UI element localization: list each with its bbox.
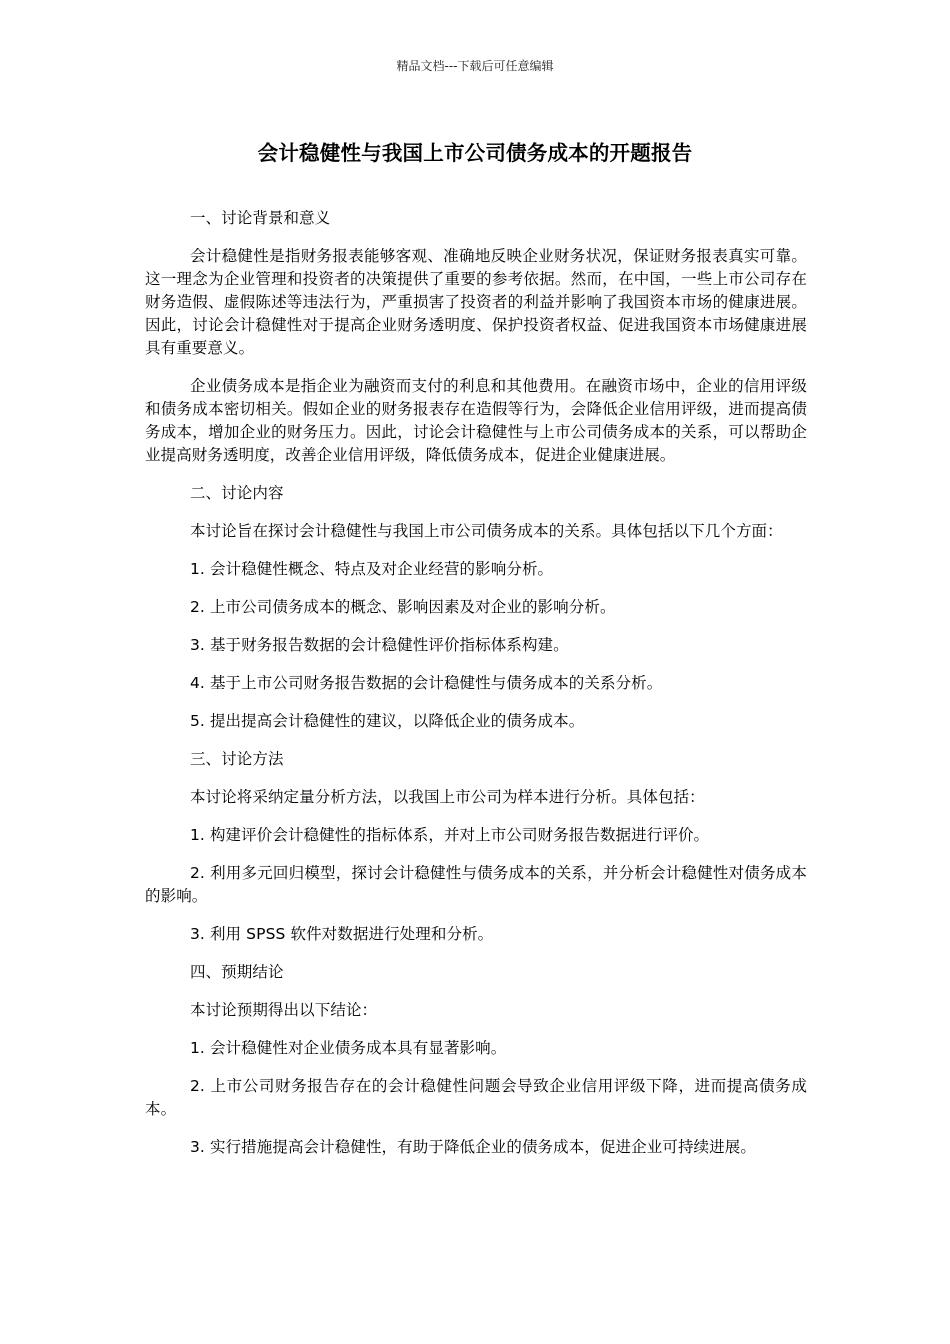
list-item: 1. 构建评价会计稳健性的指标体系，并对上市公司财务报告数据进行评价。 xyxy=(189,826,710,844)
page-header-watermark: 精品文档---下载后可任意编辑 xyxy=(396,59,554,73)
list-item: 3. 实行措施提高会计稳健性，有助于降低企业的债务成本，促进企业可持续进展。 xyxy=(189,1138,756,1156)
list-item: 3. 基于财务报告数据的会计稳健性评价指标体系构建。 xyxy=(189,636,569,654)
paragraph: 会计稳健性是指财务报表能够客观、准确地反映企业财务状况，保证财务报表真实可靠。这一理念为企业管理和投资者的决策提供了重要的参考依据。然而，在中国，一些上市公司存在财务造假、虚假陈述等违法行为，严重损害了投资者的利益并影响了我国资本市场的健康进展。因此，讨论会计稳健性对于提高企业财务透明度、保护投资者权益、促进我国资本市场健康进展具有重要意义。 xyxy=(145,247,807,357)
list-item: 3. 利用 SPSS 软件对数据进行处理和分析。 xyxy=(189,925,494,943)
paragraph: 企业债务成本是指企业为融资而支付的利息和其他费用。在融资市场中，企业的信用评级和债务成本密切相关。假如企业的财务报表存在造假等行为，会降低企业信用评级，进而提高债务成本，增加企业的财务压力。因此，讨论会计稳健性与上市公司债务成本的关系，可以帮助企业提高财务透明度，改善企业信用评级，降低债务成本，促进企业健康进展。 xyxy=(145,377,807,464)
list-item: 2. 利用多元回归模型，探讨会计稳健性与债务成本的关系，并分析会计稳健性对债务成本的影响。 xyxy=(145,864,807,905)
paragraph: 本讨论预期得出以下结论： xyxy=(189,1001,378,1019)
section-heading-method: 三、讨论方法 xyxy=(189,750,284,768)
list-item: 5. 提出提高会计稳健性的建议，以降低企业的债务成本。 xyxy=(189,712,585,730)
document-title: 会计稳健性与我国上市公司债务成本的开题报告 xyxy=(257,141,693,165)
list-item: 1. 会计稳健性概念、特点及对企业经营的影响分析。 xyxy=(189,560,554,578)
list-item: 1. 会计稳健性对企业债务成本具有显著影响。 xyxy=(189,1039,507,1057)
list-item: 4. 基于上市公司财务报告数据的会计稳健性与债务成本的关系分析。 xyxy=(189,674,663,692)
paragraph: 本讨论将采纳定量分析方法，以我国上市公司为样本进行分析。具体包括： xyxy=(189,788,705,806)
list-item: 2. 上市公司财务报告存在的会计稳健性问题会导致企业信用评级下降，进而提高债务成本。 xyxy=(145,1077,807,1118)
section-heading-background: 一、讨论背景和意义 xyxy=(189,209,331,227)
list-item: 2. 上市公司债务成本的概念、影响因素及对企业的影响分析。 xyxy=(189,598,616,616)
section-heading-content: 二、讨论内容 xyxy=(189,484,284,502)
paragraph: 本讨论旨在探讨会计稳健性与我国上市公司债务成本的关系。具体包括以下几个方面： xyxy=(189,522,783,540)
section-heading-conclusion: 四、预期结论 xyxy=(189,963,284,981)
document-body xyxy=(145,207,807,1174)
